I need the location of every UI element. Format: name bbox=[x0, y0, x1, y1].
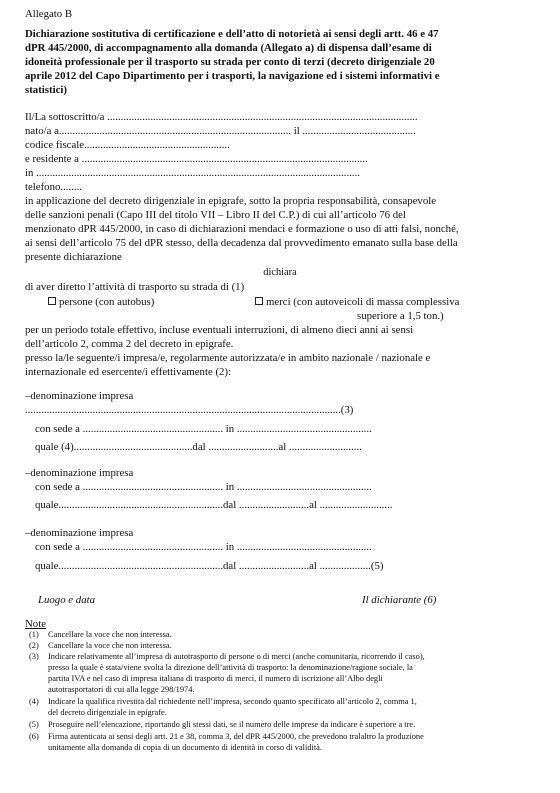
note-6-line-1: Firma autenticata ai sensi degli artt. 21 e 38, comma 3, del dPR 445/2000, che prevedono tralaltro la produzione bbox=[48, 732, 424, 741]
impresa-2-label: –denominazione impresa bbox=[25, 467, 134, 479]
option-merci-line-2: superiore a 1,5 ton.) bbox=[357, 310, 444, 322]
intro-line-3: menzionato dPR 445/2000, in caso di dichiarazioni mendaci e formazione o uso di atti falsi, nonché, bbox=[25, 223, 459, 235]
option-persone[interactable] bbox=[48, 296, 154, 309]
note-6-number: (6) bbox=[29, 732, 39, 741]
note-1-text: Cancellare la voce che non interessa. bbox=[48, 630, 172, 639]
checkbox-persone[interactable] bbox=[48, 297, 56, 305]
intro-line-4: ai sensi dell’articolo 75 del dPR stesso, della decadenza dal provvedimento emanato sulla base della bbox=[25, 237, 458, 249]
note-3-line-2: presso la quale è stata/viene svolta la direzione dell’attività di trasporto: la denominazione/ragione sociale, la bbox=[48, 663, 413, 672]
attivita-line: di aver diretto l’attività di trasporto su strada di (1) bbox=[25, 281, 245, 293]
note-5-text: Proseguire nell’elencazione, riportando gli stessi dati, se il numero delle imprese da indicare è superiore a tre. bbox=[48, 720, 416, 729]
impresa-3-label: –denominazione impresa bbox=[25, 527, 134, 539]
impresa-1-label: –denominazione impresa bbox=[25, 390, 134, 402]
periodo-line-1: per un periodo totale effettivo, incluse eventuali interruzioni, di almeno dieci anni ai sensi bbox=[25, 324, 414, 336]
impresa-2-sede-field[interactable]: con sede a .................................................... in .................................................. bbox=[35, 481, 372, 493]
note-4-line-1: Indicare la qualifica rivestita dal richiedente nell’impresa, secondo quanto specificato all’articolo 2, comma 1, bbox=[48, 697, 417, 706]
impresa-1-sede-field[interactable]: con sede a .................................................... in .................................................. bbox=[35, 423, 372, 435]
residente-field[interactable]: e residente a .......................................................................................................... bbox=[25, 153, 368, 165]
checkbox-merci[interactable] bbox=[255, 297, 263, 305]
note-3-line-1: Indicare relativamente all’impresa di autotrasporto di persone o di merci (anche comunitaria, ricorrendo il caso), bbox=[48, 652, 425, 661]
allegato-label: Allegato B bbox=[25, 8, 73, 20]
note-3-line-4: autotrasportatori di cui alla legge 298/1974. bbox=[48, 685, 195, 694]
title-line-3: idoneità professionale per il trasporto su strada per conto di terzi (decreto dirigenziale 20 bbox=[25, 56, 435, 68]
impresa-1-quale-field[interactable]: quale (4)............................................dal ..........................al ........................... bbox=[35, 441, 362, 453]
note-2-number: (2) bbox=[29, 641, 39, 650]
presso-line-1: presso la/le seguente/i impresa/e, regolarmente autorizzata/e in ambito nazionale / nazionale e bbox=[25, 352, 431, 364]
dichiara-heading: dichiara bbox=[263, 267, 297, 278]
telefono-field[interactable]: telefono........ bbox=[25, 181, 82, 193]
dichiarante-label: Il dichiarante (6) bbox=[362, 594, 437, 606]
note-5-number: (5) bbox=[29, 720, 39, 729]
note-1-number: (1) bbox=[29, 630, 39, 639]
option-merci-label: merci (con autoveicoli di massa complessiva bbox=[266, 296, 460, 308]
nato-field[interactable]: nato/a a...................................................................................... il .......................................... bbox=[25, 125, 416, 137]
title-line-2: dPR 445/2000, di accompagnamento alla domanda (Allegato a) di dispensa dall’esame di bbox=[25, 42, 432, 54]
codice-fiscale-field[interactable]: codice fiscale...................................................... bbox=[25, 139, 230, 151]
title-line-5: statistici) bbox=[25, 84, 67, 96]
note-3-line-3: partita IVA e nel caso di impresa italiana di trasporto di merci, il numero di iscrizione all’Albo degli bbox=[48, 674, 383, 683]
impresa-3-quale-field[interactable]: quale.............................................................dal ..........................al ...................(5) bbox=[35, 560, 384, 572]
note-2-text: Cancellare la voce che non interessa. bbox=[48, 641, 172, 650]
note-3-number: (3) bbox=[29, 652, 39, 661]
notes-title: Note bbox=[25, 618, 46, 630]
periodo-line-2: dell’articolo 2, comma 2 del decreto in epigrafe. bbox=[25, 338, 234, 350]
luogo-data-label: Luogo e data bbox=[38, 594, 95, 606]
intro-line-2: delle sanzioni penali (Capo III del titolo VII – Libro II del C.P.) di cui all’articolo 76 del bbox=[25, 209, 406, 221]
impresa-3-sede-field[interactable]: con sede a .................................................... in .................................................. bbox=[35, 541, 372, 553]
impresa-2-quale-field[interactable]: quale.............................................................dal ..........................al ........................... bbox=[35, 499, 393, 511]
in-field[interactable]: in ........................................................................................................................ bbox=[25, 167, 361, 179]
note-4-line-2: del decreto dirigenziale in epigrafe. bbox=[48, 708, 167, 717]
presso-line-2: internazionale ed esercente/i effettivamente (2): bbox=[25, 366, 232, 378]
intro-line-5: presente dichiarazione bbox=[25, 251, 122, 263]
option-persone-label: persone (con autobus) bbox=[59, 296, 155, 308]
sottoscritto-field[interactable]: Il/La sottoscritto/a ................................................................................................................... bbox=[25, 111, 418, 123]
title-line-1: Dichiarazione sostitutiva di certificazione e dell’atto di notorietà ai sensi degli artt. 46 e 47 bbox=[25, 28, 439, 40]
note-6-line-2: unitamente alla domanda di copia di un documento di identità in corso di validità. bbox=[48, 743, 322, 752]
impresa-1-denominazione-field[interactable]: .....................................................................................................................(3) bbox=[25, 404, 354, 416]
option-merci[interactable] bbox=[255, 296, 459, 309]
note-4-number: (4) bbox=[29, 697, 39, 706]
title-line-4: aprile 2012 del Capo Dipartimento per i trasporti, la navigazione ed i sistemi informativi e bbox=[25, 70, 440, 82]
intro-line-1: in applicazione del decreto dirigenziale in epigrafe, sotto la propria responsabilità, consapevole bbox=[25, 195, 437, 207]
